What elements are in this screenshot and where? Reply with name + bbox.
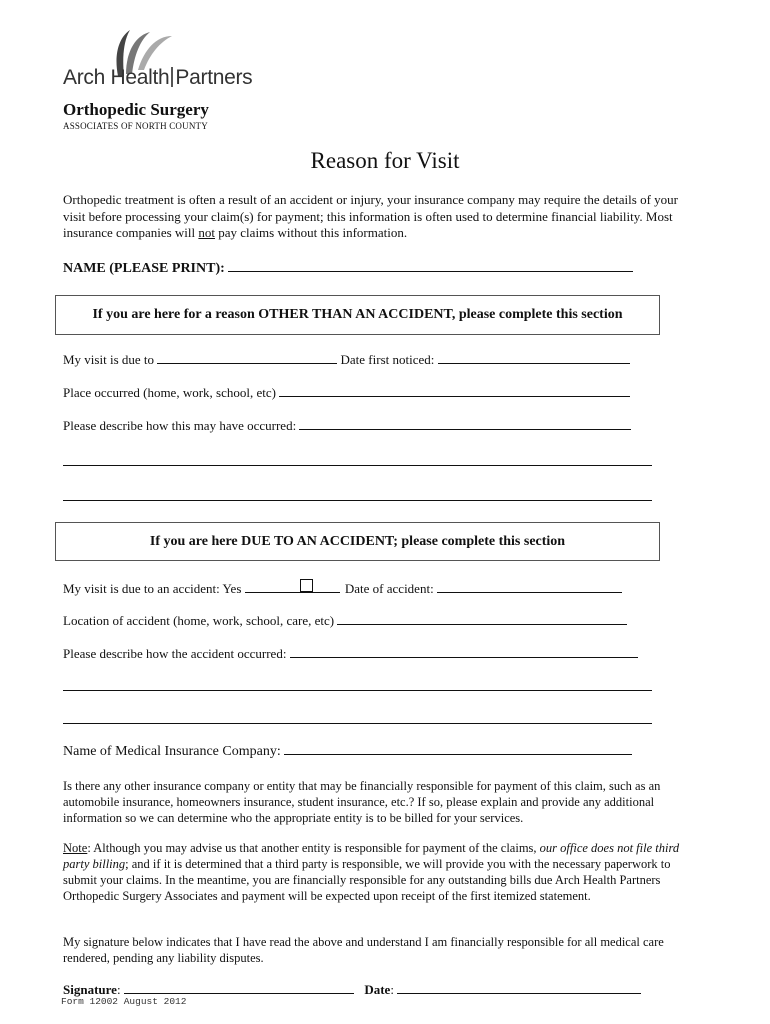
visit-due-row [63,351,630,368]
note-paragraph: Note: Although you may advise us that another entity is responsible for payment of the claims, our office does not file third party billing; and if it is determined that a third party is responsible, we will provide you with the necessary paperwork to submit your claims. In the meantime, you are financially responsible for any outstanding bills due Arch Health Partners Orthopedic Surgery Associates and payment will be expected upon receipt of the first itemized statement. [63,841,680,903]
describe-accident-input-line[interactable] [290,645,638,658]
name-field-row [63,259,633,277]
section-other-heading-box [55,295,660,335]
location-accident-row [63,612,627,629]
associates-name: ASSOCIATES OF NORTH COUNTY [63,121,208,131]
insurer-label: Name of Medical Insurance Company: [63,744,281,759]
other-insurance-paragraph: Is there any other insurance company or entity that may be financially responsible for payment of this claim, such as an automobile insurance, homeowners insurance, student insurance, etc.? If so, please explain and provide any additional information so we can determine who the appropriate entity is to be billed for your services. [63,779,661,825]
name-input-line[interactable] [228,259,633,272]
arch-health-logo-text: Arch Health Partners [63,66,253,89]
visit-due-input-line[interactable] [157,351,337,364]
describe-accident-label: Please describe how the accident occurred: [63,646,287,661]
visit-accident-label: My visit is due to an accident: Yes [63,581,242,596]
signature-input-line[interactable] [124,981,354,994]
signature-label: Signature [63,982,117,997]
describe-other-input-line[interactable] [299,417,631,430]
signature-date-input-line[interactable] [397,981,641,994]
section-other-heading: If you are here for a reason OTHER THAN AN ACCIDENT, please complete this section [92,307,623,322]
visit-due-label: My visit is due to [63,352,155,367]
location-accident-label: Location of accident (home, work, school, care, etc) [63,613,335,628]
accident-yes-input-line[interactable] [245,580,340,593]
date-noticed-label: Date first noticed: [340,352,435,367]
describe-other-extra-line-1[interactable] [63,465,652,466]
describe-accident-extra-line-2[interactable] [63,723,652,724]
describe-other-label: Please describe how this may have occurred: [63,418,297,433]
date-accident-label: Date of accident: [344,581,434,596]
department-name: Orthopedic Surgery [63,100,209,119]
signature-statement: My signature below indicates that I have read the above and understand I am financially responsible for all medical care rendered, pending any liability disputes. [63,935,664,965]
describe-other-row [63,417,631,434]
place-label: Place occurred (home, work, school, etc) [63,385,276,400]
name-label: NAME (PLEASE PRINT): [63,261,225,276]
accident-yes-checkbox[interactable] [300,579,313,592]
describe-accident-row [63,645,638,662]
describe-other-extra-line-2[interactable] [63,500,652,501]
place-row [63,384,630,401]
date-label: Date [364,982,391,997]
signature-row: Signature: Date: [63,981,641,998]
form-footer: Form 12002 August 2012 [61,996,187,1007]
date-noticed-input-line[interactable] [438,351,630,364]
location-accident-input-line[interactable] [337,612,627,625]
visit-accident-row [63,579,622,597]
page-title: Reason for Visit [310,148,460,173]
insurer-row [63,742,632,760]
place-input-line[interactable] [279,384,630,397]
insurer-input-line[interactable] [284,742,632,755]
date-accident-input-line[interactable] [437,580,622,593]
section-accident-heading-box [55,522,660,561]
section-accident-heading: If you are here DUE TO AN ACCIDENT; please complete this section [149,534,566,549]
describe-accident-extra-line-1[interactable] [63,690,652,691]
intro-paragraph: Orthopedic treatment is often a result of an accident or injury, your insurance company may require the details of your visit before processing your claim(s) for payment; this information is often used to determine financial liability. Most insurance companies will not pay claims without this information. [63,192,678,240]
